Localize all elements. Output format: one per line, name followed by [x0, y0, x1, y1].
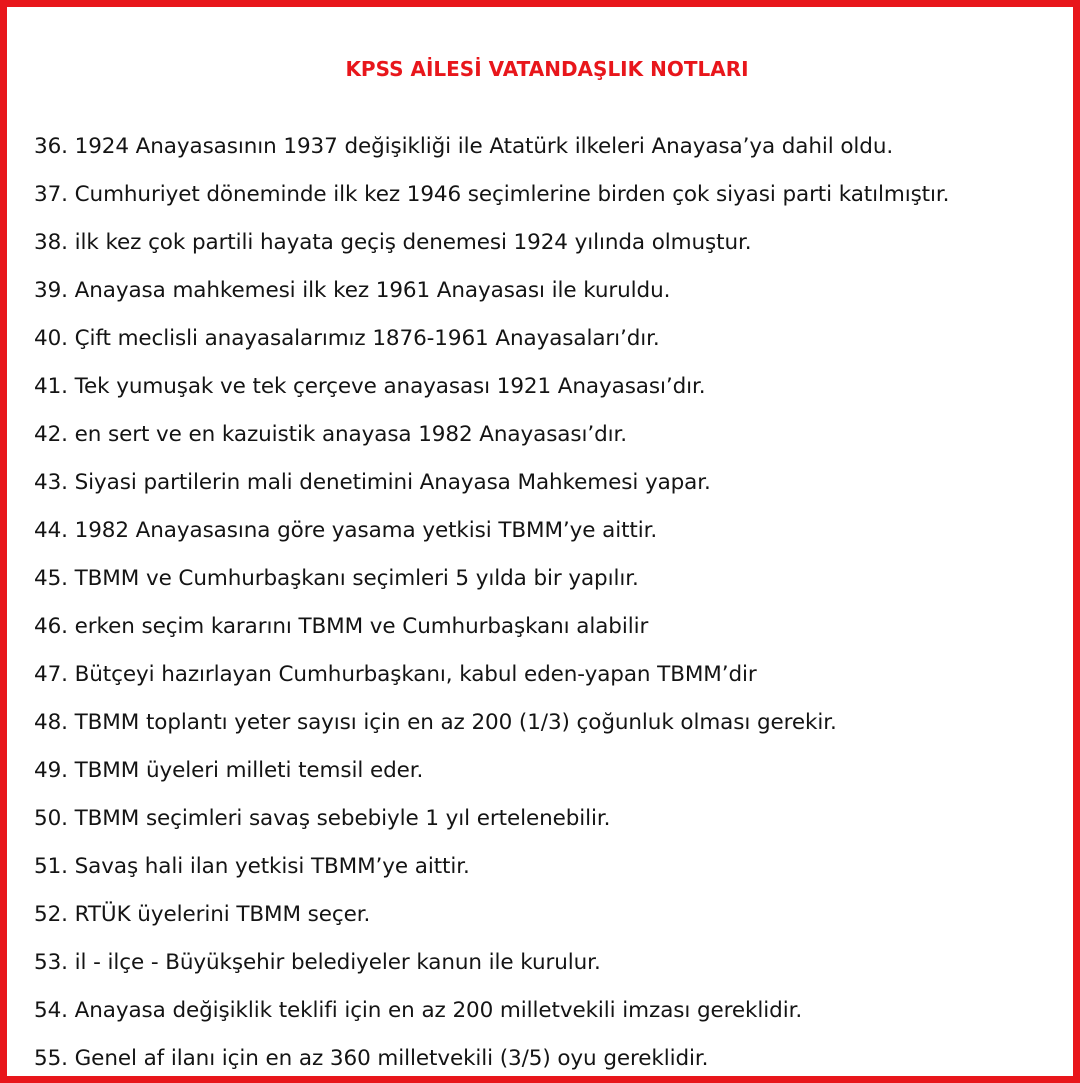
- note-item-51: 51. Savaş hali ilan yetkisi TBMM’ye aittir.: [34, 854, 470, 879]
- note-item-37: 37. Cumhuriyet döneminde ilk kez 1946 seçimlerine birden çok siyasi parti katılmıştır.: [34, 182, 950, 207]
- page-title: KPSS AİLESİ VATANDAŞLIK NOTLARI: [345, 57, 749, 81]
- note-item-43: 43. Siyasi partilerin mali denetimini Anayasa Mahkemesi yapar.: [34, 470, 711, 495]
- note-item-44: 44. 1982 Anayasasına göre yasama yetkisi TBMM’ye aittir.: [34, 518, 658, 543]
- note-item-46: 46. erken seçim kararını TBMM ve Cumhurbaşkanı alabilir: [34, 614, 649, 639]
- note-item-40: 40. Çift meclisli anayasalarımız 1876-1961 Anayasaları’dır.: [34, 326, 660, 351]
- note-item-47: 47. Bütçeyi hazırlayan Cumhurbaşkanı, kabul eden-yapan TBMM’dir: [34, 662, 757, 687]
- note-item-50: 50. TBMM seçimleri savaş sebebiyle 1 yıl ertelenebilir.: [34, 806, 611, 831]
- note-item-39: 39. Anayasa mahkemesi ilk kez 1961 Anayasası ile kuruldu.: [34, 278, 671, 303]
- note-item-49: 49. TBMM üyeleri milleti temsil eder.: [34, 758, 424, 783]
- note-item-54: 54. Anayasa değişiklik teklifi için en az 200 milletvekili imzası gereklidir.: [34, 998, 803, 1023]
- note-item-52: 52. RTÜK üyelerini TBMM seçer.: [34, 902, 371, 927]
- note-item-45: 45. TBMM ve Cumhurbaşkanı seçimleri 5 yılda bir yapılır.: [34, 566, 639, 591]
- note-item-55: 55. Genel af ilanı için en az 360 milletvekili (3/5) oyu gereklidir.: [34, 1046, 709, 1071]
- note-item-53: 53. il - ilçe - Büyükşehir belediyeler kanun ile kurulur.: [34, 950, 601, 975]
- note-item-41: 41. Tek yumuşak ve tek çerçeve anayasası 1921 Anayasası’dır.: [34, 374, 706, 399]
- notes-list: [34, 123, 1074, 1083]
- note-item-42: 42. en sert ve en kazuistik anayasa 1982 Anayasası’dır.: [34, 422, 627, 447]
- note-item-36: 36. 1924 Anayasasının 1937 değişikliği ile Atatürk ilkeleri Anayasa’ya dahil oldu.: [34, 134, 894, 159]
- note-item-48: 48. TBMM toplantı yeter sayısı için en az 200 (1/3) çoğunluk olması gerekir.: [34, 710, 837, 735]
- note-item-38: 38. ilk kez çok partili hayata geçiş denemesi 1924 yılında olmuştur.: [34, 230, 752, 255]
